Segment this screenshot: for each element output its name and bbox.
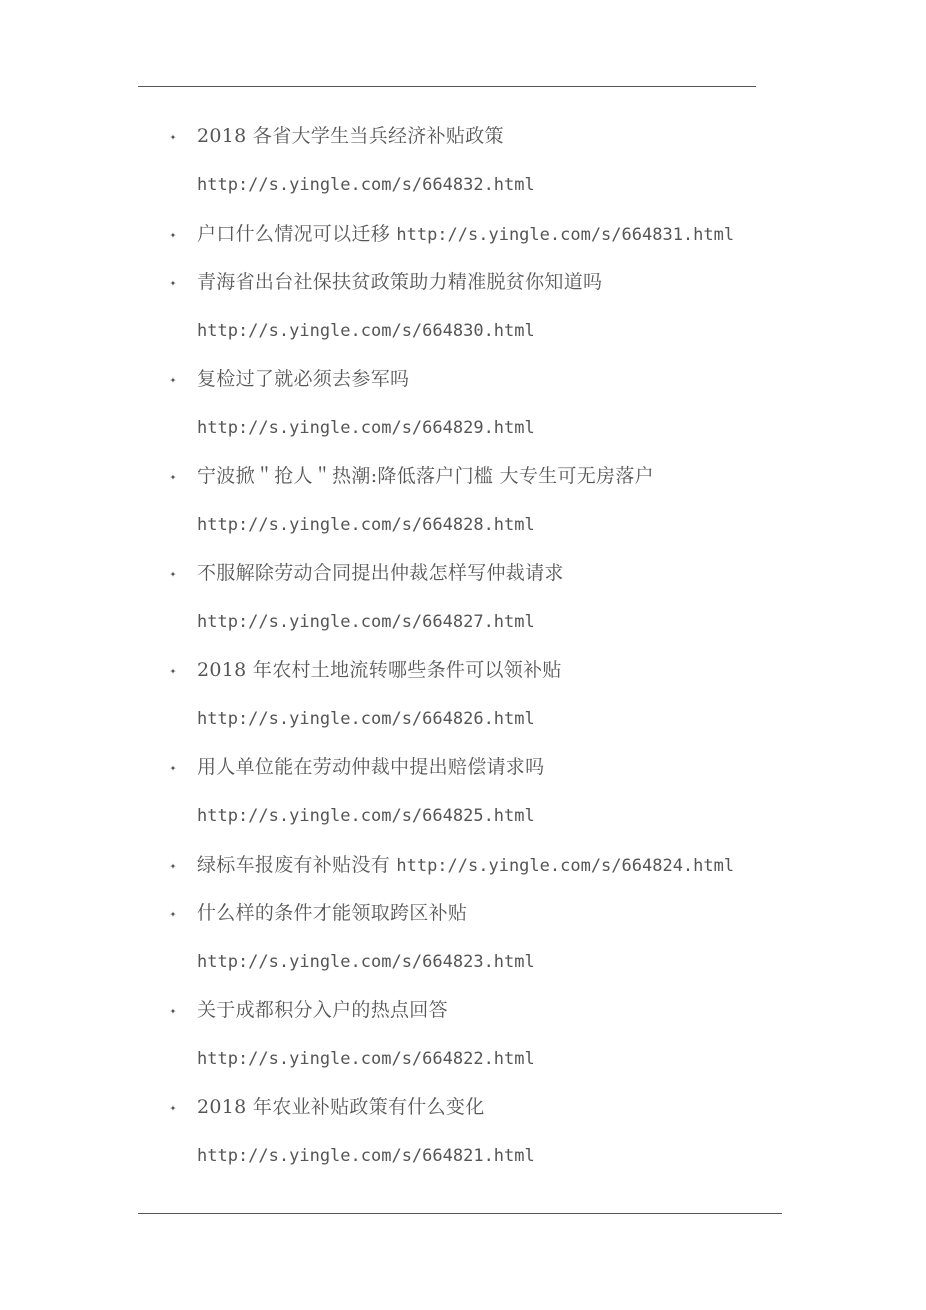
bullet-icon: ✦ [169,910,177,919]
bullet-icon: ✦ [169,231,177,240]
article-url-link[interactable]: http://s.yingle.com/s/664832.html [197,175,535,195]
article-url-link[interactable]: http://s.yingle.com/s/664821.html [197,1146,535,1166]
article-title[interactable]: 什么样的条件才能领取跨区补贴 [197,902,468,924]
article-title[interactable]: 2018 年农村土地流转哪些条件可以领补贴 [197,659,562,681]
article-url-link[interactable]: http://s.yingle.com/s/664826.html [197,709,535,729]
article-url-link[interactable]: http://s.yingle.com/s/664831.html [396,225,735,245]
article-title-text[interactable]: 户口什么情况可以迁移 [197,223,391,245]
bullet-icon: ✦ [169,133,177,142]
article-title-text[interactable]: 绿标车报废有补贴没有 [197,854,391,876]
article-title[interactable] [197,853,734,877]
article-title[interactable]: 不服解除劳动合同提出仲裁怎样写仲裁请求 [197,562,564,584]
bullet-icon: ✦ [169,376,177,385]
bullet-icon: ✦ [169,279,177,288]
bullet-icon: ✦ [169,862,177,871]
footer-rule [138,1213,782,1214]
article-url-link[interactable]: http://s.yingle.com/s/664827.html [197,612,535,632]
bullet-icon: ✦ [169,667,177,676]
article-title[interactable]: 青海省出台社保扶贫政策助力精准脱贫你知道吗 [197,271,603,293]
article-title[interactable]: 关于成都积分入户的热点回答 [197,999,448,1021]
article-title[interactable]: 复检过了就必须去参军吗 [197,368,410,390]
bullet-icon: ✦ [169,1007,177,1016]
article-url-link[interactable]: http://s.yingle.com/s/664823.html [197,952,535,972]
article-url-link[interactable]: http://s.yingle.com/s/664824.html [396,856,735,876]
article-url-link[interactable]: http://s.yingle.com/s/664828.html [197,515,535,535]
article-url-link[interactable]: http://s.yingle.com/s/664822.html [197,1049,535,1069]
article-title[interactable] [197,222,734,246]
bullet-icon: ✦ [169,570,177,579]
bullet-icon: ✦ [169,473,177,482]
bullet-icon: ✦ [169,1104,177,1113]
article-url-link[interactable]: http://s.yingle.com/s/664829.html [197,418,535,438]
article-title[interactable]: 用人单位能在劳动仲裁中提出赔偿请求吗 [197,756,545,778]
bullet-icon: ✦ [169,764,177,773]
article-title[interactable]: 宁波掀＂抢人＂热潮:降低落户门槛 大专生可无房落户 [197,465,654,487]
article-title[interactable]: 2018 年农业补贴政策有什么变化 [197,1096,485,1118]
article-url-link[interactable]: http://s.yingle.com/s/664830.html [197,321,535,341]
article-title[interactable]: 2018 各省大学生当兵经济补贴政策 [197,125,504,147]
article-url-link[interactable]: http://s.yingle.com/s/664825.html [197,806,535,826]
